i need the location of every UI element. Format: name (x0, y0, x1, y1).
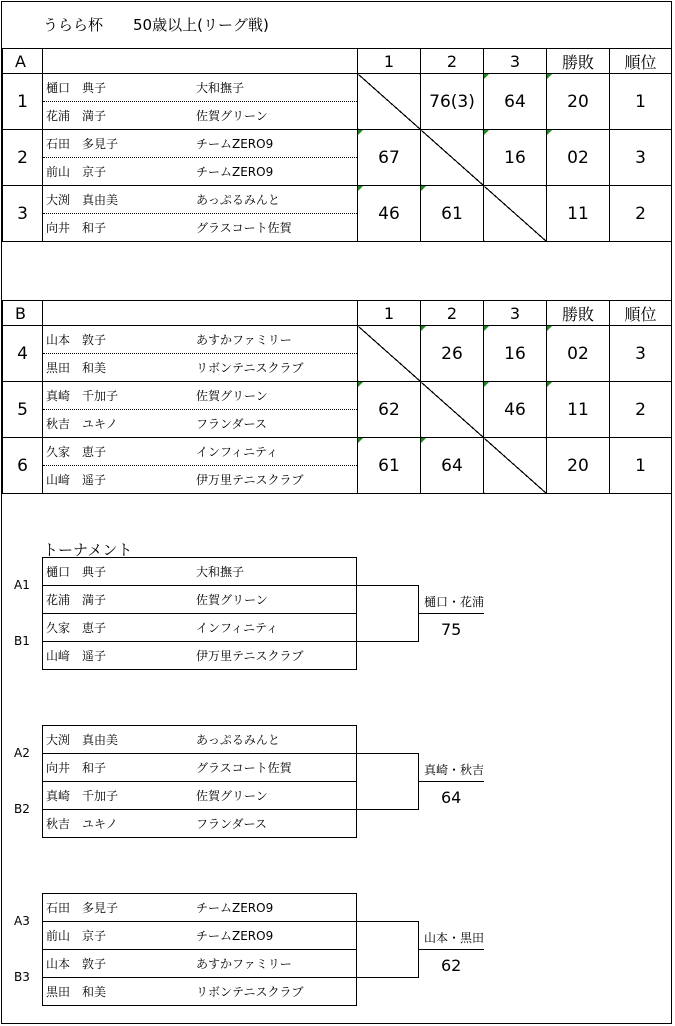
pair-row (43, 613, 356, 641)
player-club: 伊万里テニスクラブ (196, 649, 304, 663)
win-loss-cell: 20 (547, 438, 610, 494)
player-club: フランダース (196, 817, 267, 831)
pair-row (43, 726, 356, 753)
win-loss-cell: 11 (547, 186, 610, 242)
score-cell: 46 (358, 186, 421, 242)
tournament-title: トーナメント (43, 541, 133, 559)
player-club: あすかファミリー (196, 957, 292, 971)
player-name: 大渕 真由美 (46, 733, 119, 747)
player-club: グラスコート佐賀 (196, 761, 292, 775)
winner-name: 樋口・花浦 (424, 595, 485, 609)
score-cell: 26 (421, 326, 484, 382)
league-row (3, 438, 672, 494)
player-club: 伊万里テニスクラブ (196, 473, 304, 487)
winner-name: 真崎・秋吉 (424, 763, 485, 777)
player-name: 大渕 真由美 (46, 193, 119, 207)
row-number: 5 (3, 382, 43, 438)
pool-label: A (3, 49, 43, 74)
player-club: 佐賀グリーン (196, 389, 268, 403)
diagonal-cell (358, 74, 421, 130)
page-title: うらら杯 50歳以上(リーグ戦) (43, 16, 269, 34)
player-name: 久家 恵子 (46, 445, 107, 459)
seed-label: A2 (14, 746, 30, 760)
header-blank (43, 301, 358, 326)
pair-row (43, 641, 356, 669)
pair-cell (43, 382, 358, 438)
player-club: あっぷるみんと (196, 193, 280, 207)
bracket-line (357, 753, 419, 810)
diagonal-cell (421, 382, 484, 438)
row-number: 4 (3, 326, 43, 382)
win-loss-cell: 02 (547, 326, 610, 382)
seed-label: B2 (14, 802, 30, 816)
player-name: 向井 和子 (46, 761, 107, 775)
player-club: チームZERO9 (196, 901, 274, 915)
player-club: チームZERO9 (196, 929, 274, 943)
player-name: 花浦 満子 (46, 109, 107, 123)
pair-row (43, 781, 356, 809)
header-rank: 順位 (610, 301, 672, 326)
player-name: 花浦 満子 (46, 593, 107, 607)
pair-cell (43, 326, 358, 382)
pair-row (43, 921, 356, 949)
rank-cell: 1 (610, 74, 672, 130)
player-club: インフィニティ (196, 445, 279, 459)
pair-row (43, 977, 356, 1005)
player-name: 真崎 千加子 (46, 789, 119, 803)
match-score: 62 (441, 956, 462, 975)
player-name: 前山 京子 (46, 929, 107, 943)
header-win-loss: 勝敗 (547, 301, 610, 326)
header-col-2: 2 (421, 301, 484, 326)
pair-cell (43, 74, 358, 130)
row-number: 3 (3, 186, 43, 242)
player-name: 樋口 典子 (46, 565, 107, 579)
pool-label: B (3, 301, 43, 326)
seed-label: B3 (14, 970, 30, 984)
win-loss-cell: 11 (547, 382, 610, 438)
diagonal-cell (421, 130, 484, 186)
player-name: 石田 多見子 (46, 137, 119, 151)
player-club: グラスコート佐賀 (196, 221, 292, 235)
player-club: チームZERO9 (196, 137, 274, 151)
winner-name: 山本・黒田 (424, 931, 485, 945)
league-row (3, 326, 672, 382)
score-cell: 46 (484, 382, 547, 438)
seed-label: B1 (14, 634, 30, 648)
player-name: 黒田 和美 (46, 985, 107, 999)
rank-cell: 2 (610, 186, 672, 242)
league-row (3, 74, 672, 130)
player-name: 秋吉 ユキノ (46, 417, 118, 431)
player-club: インフィニティ (196, 621, 279, 635)
pair-cell (43, 186, 358, 242)
row-number: 2 (3, 130, 43, 186)
rank-cell: 1 (610, 438, 672, 494)
player-club: リボンテニスクラブ (196, 985, 304, 999)
win-loss-cell: 02 (547, 130, 610, 186)
header-col-3: 3 (484, 49, 547, 74)
player-name: 久家 恵子 (46, 621, 107, 635)
bracket-line (357, 921, 419, 978)
row-number: 1 (3, 74, 43, 130)
player-club: あすかファミリー (196, 333, 292, 347)
pair-row (43, 894, 356, 921)
header-blank (43, 49, 358, 74)
score-cell: 16 (484, 130, 547, 186)
player-club: チームZERO9 (196, 165, 274, 179)
header-rank: 順位 (610, 49, 672, 74)
pair-cell (43, 130, 358, 186)
match-box (42, 557, 357, 670)
player-club: あっぷるみんと (196, 733, 280, 747)
player-name: 山本 敦子 (46, 333, 107, 347)
bracket-line (357, 585, 419, 642)
player-name: 前山 京子 (46, 165, 107, 179)
league-row (3, 382, 672, 438)
player-club: 大和撫子 (196, 565, 245, 579)
score-cell: 16 (484, 326, 547, 382)
player-name: 秋吉 ユキノ (46, 817, 118, 831)
pair-row (43, 809, 356, 837)
league-table-b (2, 300, 672, 494)
rank-cell: 3 (610, 326, 672, 382)
score-cell: 61 (421, 186, 484, 242)
diagonal-cell (358, 326, 421, 382)
league-row (3, 186, 672, 242)
diagonal-cell (484, 438, 547, 494)
match-score: 75 (441, 620, 462, 639)
score-cell: 76(3) (421, 74, 484, 130)
pair-row (43, 558, 356, 585)
winner-line (419, 781, 484, 782)
pair-row (43, 949, 356, 977)
pair-row (43, 753, 356, 781)
row-number: 6 (3, 438, 43, 494)
header-col-1: 1 (358, 49, 421, 74)
player-club: 佐賀グリーン (196, 593, 268, 607)
player-name: 向井 和子 (46, 221, 107, 235)
diagonal-cell (484, 186, 547, 242)
score-cell: 67 (358, 130, 421, 186)
score-cell: 62 (358, 382, 421, 438)
seed-label: A3 (14, 914, 30, 928)
match-box (42, 725, 357, 838)
score-cell: 61 (358, 438, 421, 494)
player-name: 山﨑 遥子 (46, 473, 107, 487)
header-col-2: 2 (421, 49, 484, 74)
player-name: 樋口 典子 (46, 81, 107, 95)
score-cell: 64 (421, 438, 484, 494)
player-club: フランダース (196, 417, 267, 431)
player-name: 山﨑 遥子 (46, 649, 107, 663)
pair-cell (43, 438, 358, 494)
header-col-1: 1 (358, 301, 421, 326)
league-table-a (2, 48, 672, 242)
winner-line (419, 949, 484, 950)
player-name: 石田 多見子 (46, 901, 119, 915)
player-club: 大和撫子 (196, 81, 245, 95)
header-col-3: 3 (484, 301, 547, 326)
player-name: 黒田 和美 (46, 361, 107, 375)
player-name: 真崎 千加子 (46, 389, 119, 403)
rank-cell: 3 (610, 130, 672, 186)
pair-row (43, 585, 356, 613)
header-win-loss: 勝敗 (547, 49, 610, 74)
league-row (3, 130, 672, 186)
win-loss-cell: 20 (547, 74, 610, 130)
player-club: リボンテニスクラブ (196, 361, 304, 375)
match-score: 64 (441, 788, 462, 807)
score-cell: 64 (484, 74, 547, 130)
rank-cell: 2 (610, 382, 672, 438)
player-club: 佐賀グリーン (196, 789, 268, 803)
match-box (42, 893, 357, 1006)
player-name: 山本 敦子 (46, 957, 107, 971)
winner-line (419, 613, 484, 614)
seed-label: A1 (14, 578, 30, 592)
player-club: 佐賀グリーン (196, 109, 268, 123)
